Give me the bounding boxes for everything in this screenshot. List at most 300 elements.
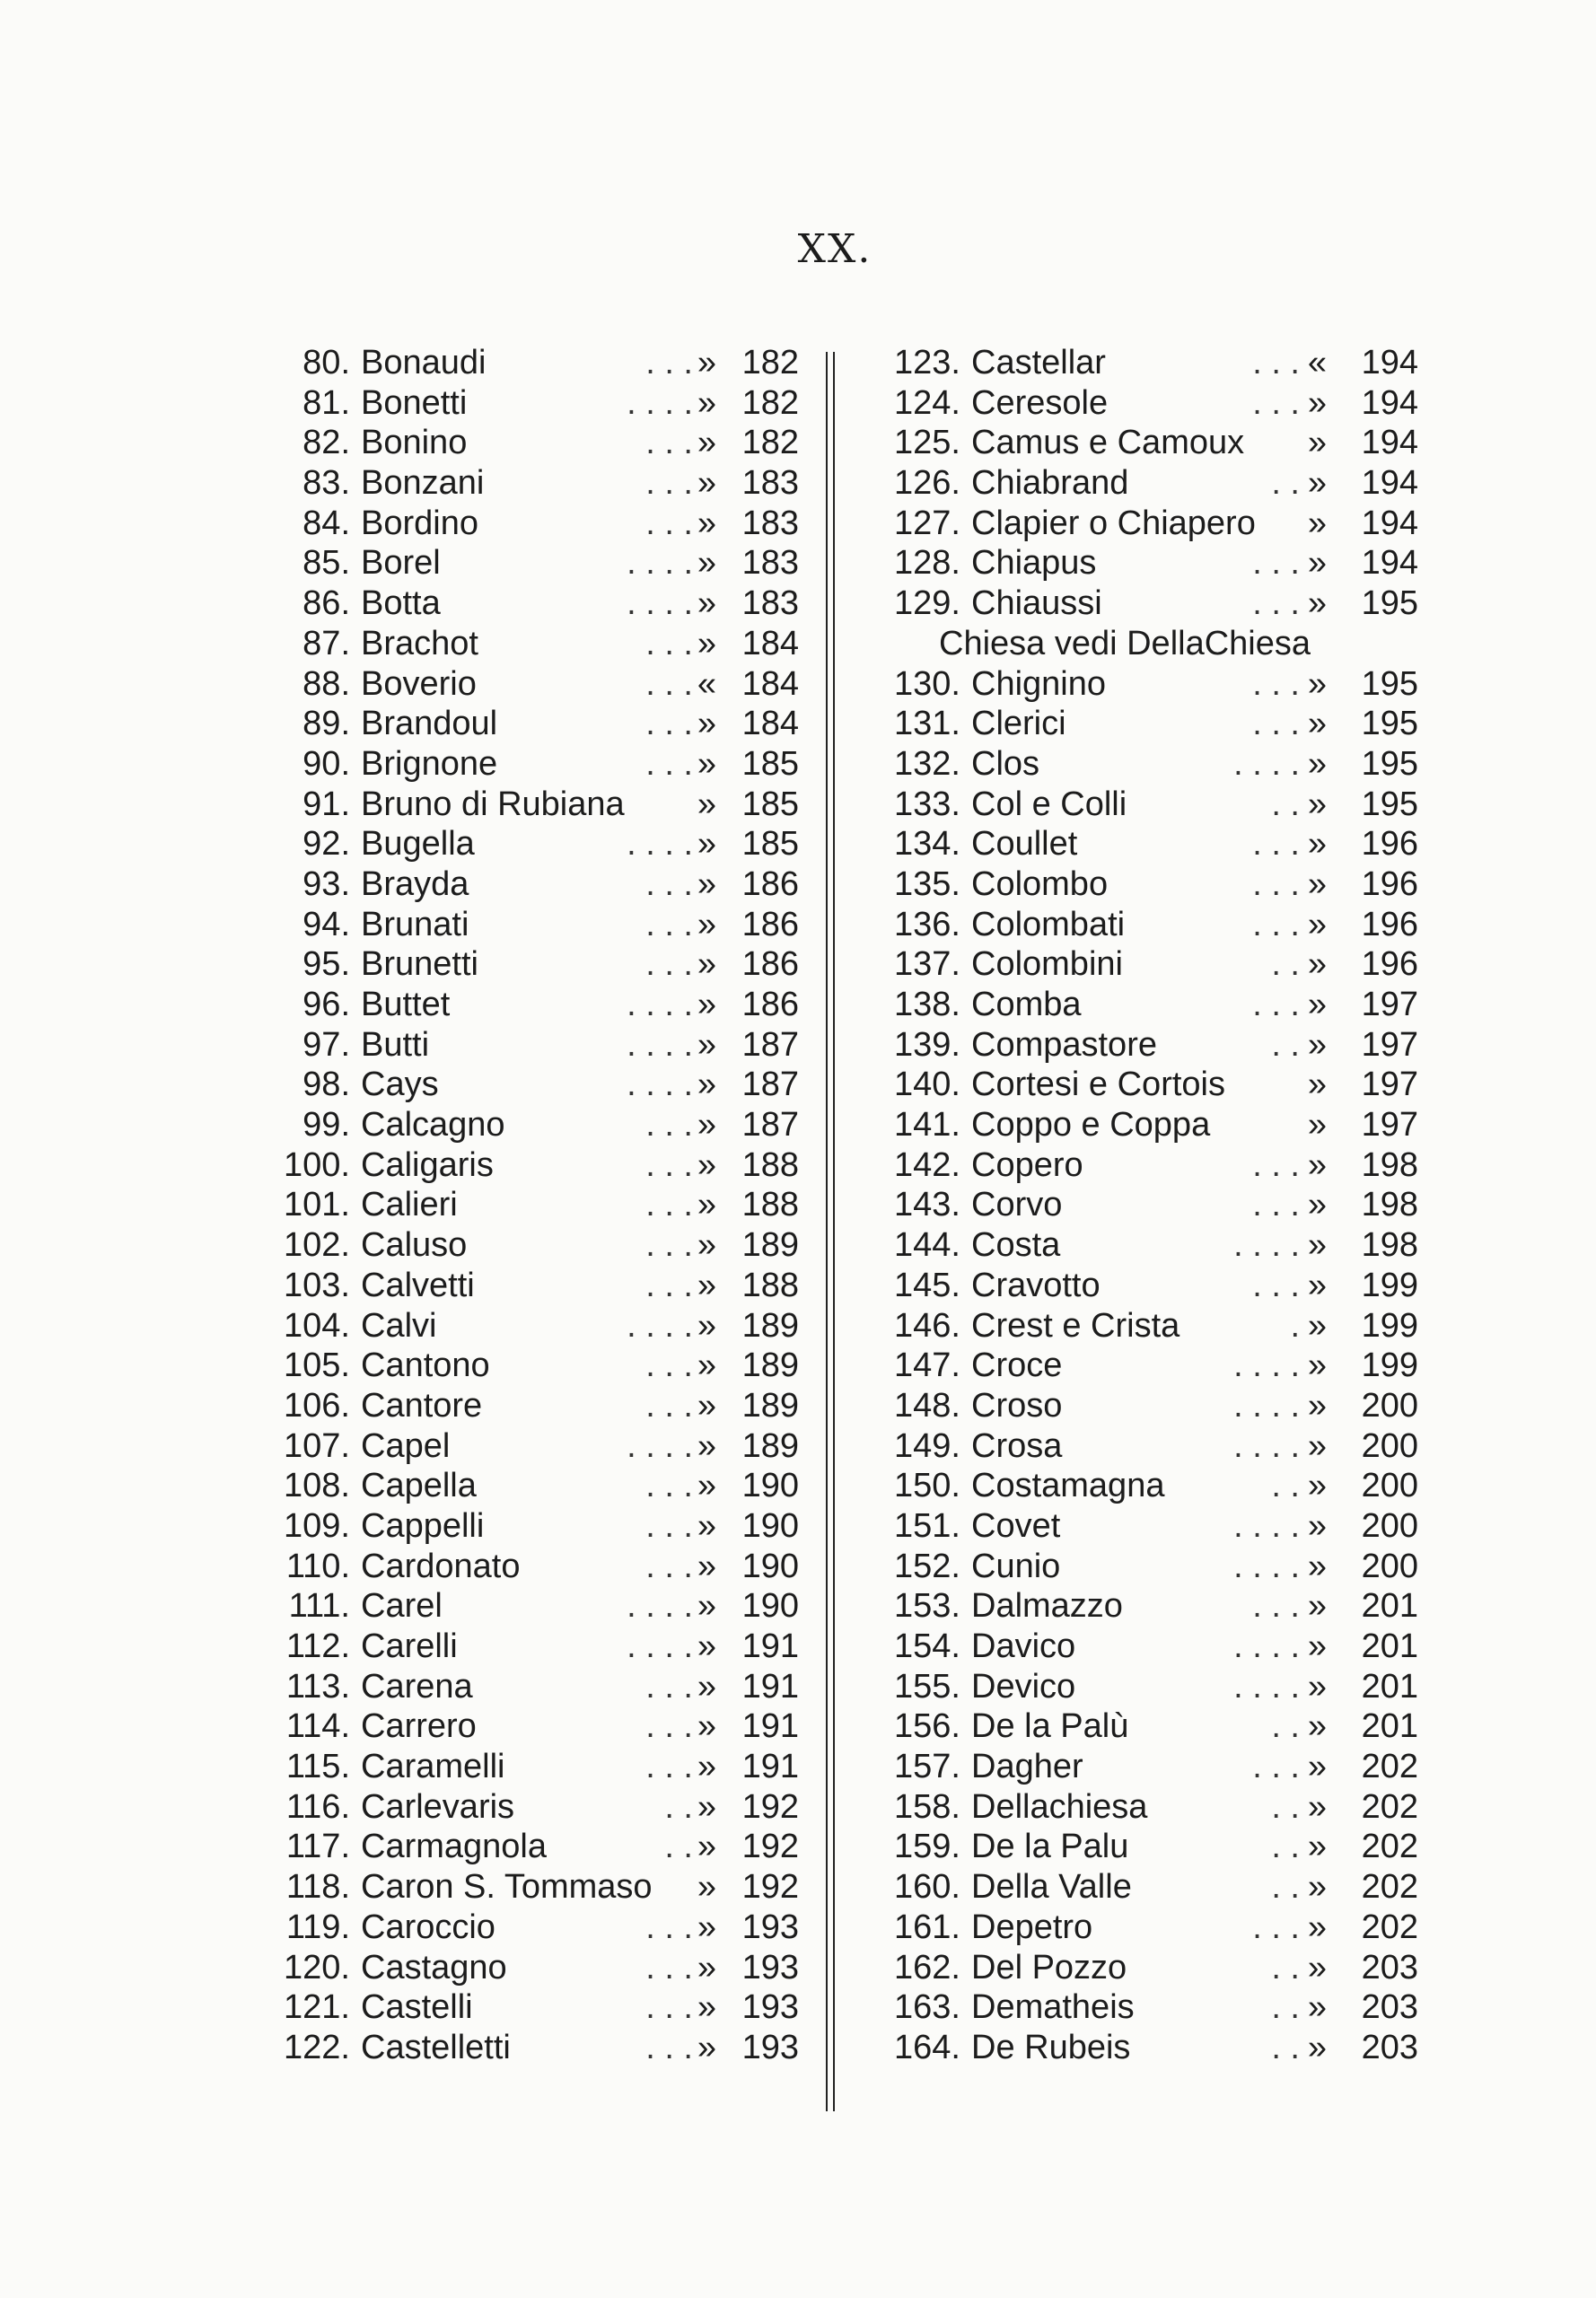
entry-name: Caroccio — [361, 1908, 495, 1946]
entry-leader-dots: . . . — [1252, 383, 1300, 422]
index-entry — [862, 1547, 1418, 1587]
index-entry — [260, 1706, 799, 1747]
entry-name: De la Palu — [971, 1828, 1129, 1866]
index-entry — [862, 664, 1418, 705]
entry-name: Colombo — [971, 864, 1109, 903]
entry-ditto-mark: » — [697, 1506, 716, 1545]
index-entry — [260, 583, 799, 624]
entry-leader-dots: . . . — [645, 1948, 693, 1987]
index-entry — [862, 583, 1418, 624]
entry-page-number: 192 — [741, 1828, 799, 1866]
entry-leader-dots: . . . — [645, 1707, 693, 1746]
entry-number: 86. — [303, 584, 350, 623]
index-entry — [862, 1426, 1418, 1467]
entry-leader-dots: . . . — [1252, 1908, 1300, 1946]
entry-name: Carel — [361, 1587, 443, 1626]
entry-number: 151. — [894, 1506, 960, 1545]
entry-number: 156. — [894, 1707, 960, 1746]
entry-ditto-mark: » — [1307, 1346, 1327, 1385]
entry-leader-dots: . . . — [645, 1266, 693, 1304]
entry-ditto-mark: » — [1307, 905, 1327, 943]
entry-ditto-mark: » — [1307, 744, 1327, 783]
entry-leader-dots: . . . — [645, 1988, 693, 2027]
entry-page-number: 189 — [741, 1426, 799, 1465]
index-entry — [260, 1105, 799, 1145]
entry-page-number: 198 — [1361, 1226, 1418, 1265]
entry-ditto-mark: » — [697, 1186, 716, 1224]
entry-page-number: 188 — [741, 1186, 799, 1224]
entry-ditto-mark: » — [697, 1426, 716, 1465]
index-entry — [260, 985, 799, 1025]
entry-ditto-mark: » — [1307, 1948, 1327, 1987]
entry-ditto-mark: » — [697, 986, 716, 1023]
entry-leader-dots: . . . — [645, 1467, 693, 1505]
entry-name: Cays — [361, 1066, 439, 1104]
entry-ditto-mark: » — [697, 1226, 716, 1265]
entry-page-number: 189 — [741, 1226, 799, 1265]
entry-ditto-mark: » — [1307, 1787, 1327, 1826]
entry-page-number: 188 — [741, 1145, 799, 1184]
entry-number: 89. — [303, 705, 350, 743]
index-entry — [862, 1908, 1418, 1948]
entry-leader-dots: . . . — [645, 1506, 693, 1545]
entry-page-number: 200 — [1361, 1467, 1418, 1505]
entry-ditto-mark: » — [697, 424, 716, 462]
entry-ditto-mark: » — [697, 464, 716, 503]
index-entry — [260, 1547, 799, 1587]
entry-number: 93. — [303, 864, 350, 903]
entry-ditto-mark: » — [1307, 864, 1327, 903]
entry-ditto-mark: » — [1307, 664, 1327, 703]
entry-name: Cappelli — [361, 1506, 485, 1545]
entry-number: 102. — [284, 1226, 350, 1265]
entry-number: 163. — [894, 1988, 960, 2027]
entry-ditto-mark: » — [1307, 705, 1327, 743]
entry-leader-dots: . . . — [645, 705, 693, 743]
entry-number: 101. — [284, 1186, 350, 1224]
entry-number: 85. — [303, 544, 350, 583]
entry-number: 148. — [894, 1386, 960, 1425]
entry-name: Boverio — [361, 664, 477, 703]
entry-number: 125. — [894, 424, 960, 462]
entry-number: 132. — [894, 744, 960, 783]
entry-page-number: 202 — [1361, 1748, 1418, 1786]
entry-leader-dots: . . — [1271, 1828, 1300, 1866]
entry-page-number: 201 — [1361, 1587, 1418, 1626]
entry-ditto-mark: » — [1307, 424, 1327, 462]
entry-page-number: 194 — [1361, 504, 1418, 542]
entry-page-number: 182 — [741, 424, 799, 462]
index-entry — [862, 1386, 1418, 1426]
entry-leader-dots: . . . . — [627, 825, 693, 864]
entry-name: Borel — [361, 544, 441, 583]
entry-number: 81. — [303, 383, 350, 422]
entry-leader-dots: . . . — [645, 344, 693, 382]
entry-number: 162. — [894, 1948, 960, 1987]
index-entry — [862, 1948, 1418, 1988]
entry-ditto-mark: » — [697, 825, 716, 864]
index-entry — [260, 1225, 799, 1266]
index-column-right — [862, 343, 1418, 2068]
index-entry — [862, 463, 1418, 504]
entry-leader-dots: . . . . — [627, 1587, 693, 1626]
entry-ditto-mark: » — [697, 584, 716, 623]
entry-number: 113. — [285, 1667, 350, 1706]
entry-name: Cantono — [361, 1346, 490, 1385]
entry-leader-dots: . . — [1271, 1868, 1300, 1907]
index-entry — [260, 504, 799, 544]
index-entry — [862, 1025, 1418, 1066]
entry-number: 84. — [303, 504, 350, 542]
entry-leader-dots: . . . . — [1233, 1386, 1300, 1425]
entry-name: Bruno di Rubiana — [361, 785, 625, 823]
entry-number: 144. — [894, 1226, 960, 1265]
entry-number: 88. — [303, 664, 350, 703]
entry-number: 115. — [285, 1748, 350, 1786]
entry-ditto-mark: » — [1307, 584, 1327, 623]
index-entry — [862, 744, 1418, 785]
entry-name: Crosa — [971, 1426, 1063, 1465]
entry-number: 110. — [285, 1547, 350, 1585]
entry-number: 141. — [894, 1106, 960, 1145]
entry-leader-dots: . . — [1271, 1787, 1300, 1826]
entry-ditto-mark: » — [697, 1467, 716, 1505]
entry-number: 154. — [894, 1627, 960, 1665]
entry-name: Covet — [971, 1506, 1061, 1545]
entry-leader-dots: . . . — [645, 945, 693, 984]
entry-leader-dots: . . . — [1252, 825, 1300, 864]
entry-page-number: 197 — [1361, 1106, 1418, 1145]
entry-leader-dots: . . . — [1252, 584, 1300, 623]
index-entry — [260, 624, 799, 664]
index-entry — [260, 1586, 799, 1627]
entry-name: Castelli — [361, 1988, 473, 2027]
entry-name: Caligaris — [361, 1145, 494, 1184]
entry-page-number: 183 — [741, 584, 799, 623]
entry-number: 97. — [303, 1025, 350, 1064]
entry-leader-dots: . . — [1271, 945, 1300, 984]
entry-leader-dots: . . . . — [1233, 1547, 1300, 1585]
entry-page-number: 191 — [741, 1627, 799, 1665]
entry-page-number: 197 — [1361, 1025, 1418, 1064]
entry-leader-dots: . . — [664, 1787, 693, 1826]
entry-page-number: 190 — [741, 1547, 799, 1585]
index-entry — [260, 1627, 799, 1667]
entry-leader-dots: . . . — [645, 1186, 693, 1224]
entry-ditto-mark: » — [1307, 1426, 1327, 1465]
index-entry — [260, 864, 799, 905]
index-entry — [862, 1105, 1418, 1145]
entry-page-number: 197 — [1361, 986, 1418, 1023]
entry-name: Clos — [971, 744, 1040, 783]
entry-page-number: 185 — [741, 825, 799, 864]
entry-leader-dots: . . . . — [627, 1627, 693, 1665]
entry-number: 137. — [894, 945, 960, 984]
entry-name: Castagno — [361, 1948, 507, 1987]
index-entry — [260, 1827, 799, 1867]
entry-name: Butti — [361, 1025, 430, 1064]
entry-page-number: 200 — [1361, 1386, 1418, 1425]
entry-ditto-mark: » — [1307, 1186, 1327, 1224]
entry-name: Brandoul — [361, 705, 498, 743]
entry-name: Brayda — [361, 864, 469, 903]
index-entry — [260, 1747, 799, 1787]
entry-page-number: 200 — [1361, 1506, 1418, 1545]
entry-name: Castellar — [971, 344, 1106, 382]
entry-leader-dots: . . — [1271, 464, 1300, 503]
entry-ditto-mark: » — [697, 1667, 716, 1706]
entry-number: 80. — [303, 344, 350, 382]
entry-ditto-mark: » — [697, 1025, 716, 1064]
entry-ditto-mark: » — [697, 1707, 716, 1746]
index-entry — [260, 1787, 799, 1828]
entry-ditto-mark: » — [1307, 1025, 1327, 1064]
entry-name: Calcagno — [361, 1106, 505, 1145]
index-column-left — [260, 343, 799, 2068]
entry-ditto-mark: » — [697, 1868, 716, 1907]
entry-name: Cravotto — [971, 1266, 1101, 1304]
entry-number: 145. — [894, 1266, 960, 1304]
entry-page-number: 195 — [1361, 664, 1418, 703]
entry-number: 105. — [284, 1346, 350, 1385]
page-number: XX. — [797, 226, 873, 272]
index-entry — [862, 1145, 1418, 1186]
entry-page-number: 195 — [1361, 705, 1418, 743]
entry-ditto-mark: » — [1307, 1988, 1327, 2027]
entry-page-number: 203 — [1361, 1988, 1418, 2027]
entry-number: 139. — [894, 1025, 960, 1064]
entry-page-number: 186 — [741, 986, 799, 1023]
entry-number: 130. — [894, 664, 960, 703]
entry-ditto-mark: » — [1307, 986, 1327, 1023]
entry-number: 82. — [303, 424, 350, 462]
entry-number: 135. — [894, 864, 960, 903]
entry-ditto-mark: » — [697, 864, 716, 903]
entry-name: Del Pozzo — [971, 1948, 1127, 1987]
entry-page-number: 196 — [1361, 905, 1418, 943]
entry-page-number: 183 — [741, 544, 799, 583]
entry-name: Carrero — [361, 1707, 477, 1746]
entry-name: Copero — [971, 1145, 1083, 1184]
entry-page-number: 194 — [1361, 464, 1418, 503]
entry-leader-dots: . . . . — [1233, 1346, 1300, 1385]
entry-name: Colombini — [971, 945, 1123, 984]
entry-leader-dots: . . . . — [627, 1025, 693, 1064]
index-entry — [260, 543, 799, 583]
entry-leader-dots: . . . — [645, 905, 693, 943]
entry-leader-dots: . . . — [645, 1748, 693, 1786]
index-entry — [260, 664, 799, 705]
entry-name: Comba — [971, 986, 1082, 1023]
entry-name: Dagher — [971, 1748, 1083, 1786]
entry-leader-dots: . . — [1271, 1707, 1300, 1746]
entry-leader-dots: . . . — [645, 624, 693, 662]
index-entry — [862, 1667, 1418, 1707]
entry-number: 150. — [894, 1467, 960, 1505]
entry-number: 123. — [894, 344, 960, 382]
entry-page-number: 194 — [1361, 544, 1418, 583]
entry-leader-dots: . . . — [1252, 705, 1300, 743]
index-entry — [260, 944, 799, 985]
index-entry — [862, 1586, 1418, 1627]
entry-name: Chiabrand — [971, 464, 1129, 503]
entry-ditto-mark: » — [1307, 1266, 1327, 1304]
entry-number: 94. — [303, 905, 350, 943]
entry-page-number: 184 — [741, 664, 799, 703]
entry-ditto-mark: » — [1307, 1748, 1327, 1786]
entry-name: Dalmazzo — [971, 1587, 1123, 1626]
entry-page-number: 198 — [1361, 1145, 1418, 1184]
entry-ditto-mark: » — [697, 1145, 716, 1184]
entry-name: Colombati — [971, 905, 1126, 943]
entry-number: 116. — [285, 1787, 350, 1826]
index-entry — [260, 383, 799, 424]
entry-ditto-mark: » — [697, 945, 716, 984]
index-entry — [862, 1706, 1418, 1747]
entry-name: Costa — [971, 1226, 1061, 1265]
entry-number: 136. — [894, 905, 960, 943]
entry-page-number: 191 — [741, 1667, 799, 1706]
entry-ditto-mark: » — [697, 744, 716, 783]
entry-name: Crest e Crista — [971, 1306, 1180, 1345]
entry-ditto-mark: » — [697, 1828, 716, 1866]
index-entry — [862, 1827, 1418, 1867]
index-entry — [862, 785, 1418, 825]
entry-ditto-mark: » — [1307, 1306, 1327, 1345]
entry-ditto-mark: » — [1307, 464, 1327, 503]
entry-name: Cortesi e Cortois — [971, 1066, 1225, 1104]
entry-name: Devico — [971, 1667, 1076, 1706]
entry-leader-dots: . . — [1271, 785, 1300, 823]
entry-page-number: 188 — [741, 1266, 799, 1304]
entry-name: Cardonato — [361, 1547, 521, 1585]
entry-ditto-mark: » — [697, 344, 716, 382]
entry-name: Caluso — [361, 1226, 468, 1265]
entry-ditto-mark: » — [697, 705, 716, 743]
entry-ditto-mark: » — [1307, 1627, 1327, 1665]
entry-leader-dots: . . . — [1252, 344, 1300, 382]
entry-name: Bonaudi — [361, 344, 487, 382]
entry-ditto-mark: » — [1307, 1667, 1327, 1706]
index-entry — [862, 383, 1418, 424]
entry-page-number: 185 — [741, 785, 799, 823]
entry-page-number: 202 — [1361, 1908, 1418, 1946]
entry-ditto-mark: » — [697, 785, 716, 823]
entry-name: Bonetti — [361, 383, 468, 422]
entry-leader-dots: . . . — [1252, 1266, 1300, 1304]
entry-leader-dots: . — [1290, 1306, 1300, 1345]
entry-number: 142. — [894, 1145, 960, 1184]
entry-leader-dots: . . . — [645, 504, 693, 542]
entry-name: Della Valle — [971, 1868, 1132, 1907]
entry-number: 87. — [303, 624, 350, 662]
index-entry — [862, 1506, 1418, 1547]
entry-number: 122. — [284, 2028, 350, 2066]
index-entry — [260, 1908, 799, 1948]
entry-name: Depetro — [971, 1908, 1093, 1946]
entry-leader-dots: . . . . — [627, 1426, 693, 1465]
entry-page-number: 199 — [1361, 1266, 1418, 1304]
entry-number: 99. — [303, 1106, 350, 1145]
entry-page-number: 197 — [1361, 1066, 1418, 1104]
entry-name: Chiaussi — [971, 584, 1102, 623]
index-entry — [862, 343, 1418, 383]
entry-leader-dots: . . . — [645, 1667, 693, 1706]
index-entry — [862, 1065, 1418, 1105]
entry-ditto-mark: » — [1307, 1386, 1327, 1425]
entry-leader-dots: . . . . — [627, 1306, 693, 1345]
entry-name: Croso — [971, 1386, 1063, 1425]
entry-ditto-mark: » — [697, 1306, 716, 1345]
entry-page-number: 194 — [1361, 344, 1418, 382]
entry-name: Capella — [361, 1467, 477, 1505]
index-entry — [862, 2028, 1418, 2068]
entry-number: 103. — [284, 1266, 350, 1304]
entry-name: Bonino — [361, 424, 468, 462]
entry-page-number: 193 — [741, 1988, 799, 2027]
entry-number: 134. — [894, 825, 960, 864]
entry-name: Bugella — [361, 825, 475, 864]
entry-name: De Rubeis — [971, 2028, 1131, 2066]
entry-ditto-mark: » — [697, 624, 716, 662]
entry-ditto-mark: » — [697, 1787, 716, 1826]
entry-page-number: 203 — [1361, 2028, 1418, 2066]
entry-ditto-mark: » — [1307, 945, 1327, 984]
entry-ditto-mark: » — [697, 544, 716, 583]
entry-number: 109. — [284, 1506, 350, 1545]
entry-name: Caron S. Tommaso — [361, 1868, 653, 1907]
entry-leader-dots: . . . — [1252, 1186, 1300, 1224]
entry-page-number: 189 — [741, 1306, 799, 1345]
entry-page-number: 186 — [741, 945, 799, 984]
entry-leader-dots: . . . . — [1233, 1506, 1300, 1545]
entry-page-number: 193 — [741, 2028, 799, 2066]
entry-name: Brignone — [361, 744, 498, 783]
entry-leader-dots: . . . — [1252, 664, 1300, 703]
entry-leader-dots: . . . — [1252, 1587, 1300, 1626]
entry-ditto-mark: » — [1307, 504, 1327, 542]
index-entry — [862, 1466, 1418, 1506]
entry-number: 92. — [303, 825, 350, 864]
entry-number: 153. — [894, 1587, 960, 1626]
entry-ditto-mark: » — [1307, 1868, 1327, 1907]
entry-ditto-mark: » — [697, 1386, 716, 1425]
entry-leader-dots: . . . — [1252, 864, 1300, 903]
index-entry — [862, 824, 1418, 864]
entry-number: 143. — [894, 1186, 960, 1224]
entry-page-number: 191 — [741, 1748, 799, 1786]
entry-ditto-mark: » — [1307, 1506, 1327, 1545]
entry-page-number: 196 — [1361, 825, 1418, 864]
entry-name: Calvi — [361, 1306, 437, 1345]
entry-leader-dots: . . . — [645, 1547, 693, 1585]
entry-page-number: 198 — [1361, 1186, 1418, 1224]
entry-leader-dots: . . . — [645, 464, 693, 503]
entry-ditto-mark: « — [1307, 344, 1327, 382]
entry-number: 124. — [894, 383, 960, 422]
index-entry — [260, 1426, 799, 1467]
entry-ditto-mark: » — [1307, 785, 1327, 823]
index-entry — [862, 1867, 1418, 1908]
entry-name: Carelli — [361, 1627, 458, 1665]
entry-leader-dots: . . . — [1252, 1145, 1300, 1184]
entry-page-number: 189 — [741, 1346, 799, 1385]
entry-name: Calieri — [361, 1186, 458, 1224]
entry-ditto-mark: » — [697, 1748, 716, 1786]
index-entry — [862, 1225, 1418, 1266]
entry-page-number: 187 — [741, 1106, 799, 1145]
entry-number: 140. — [894, 1066, 960, 1104]
